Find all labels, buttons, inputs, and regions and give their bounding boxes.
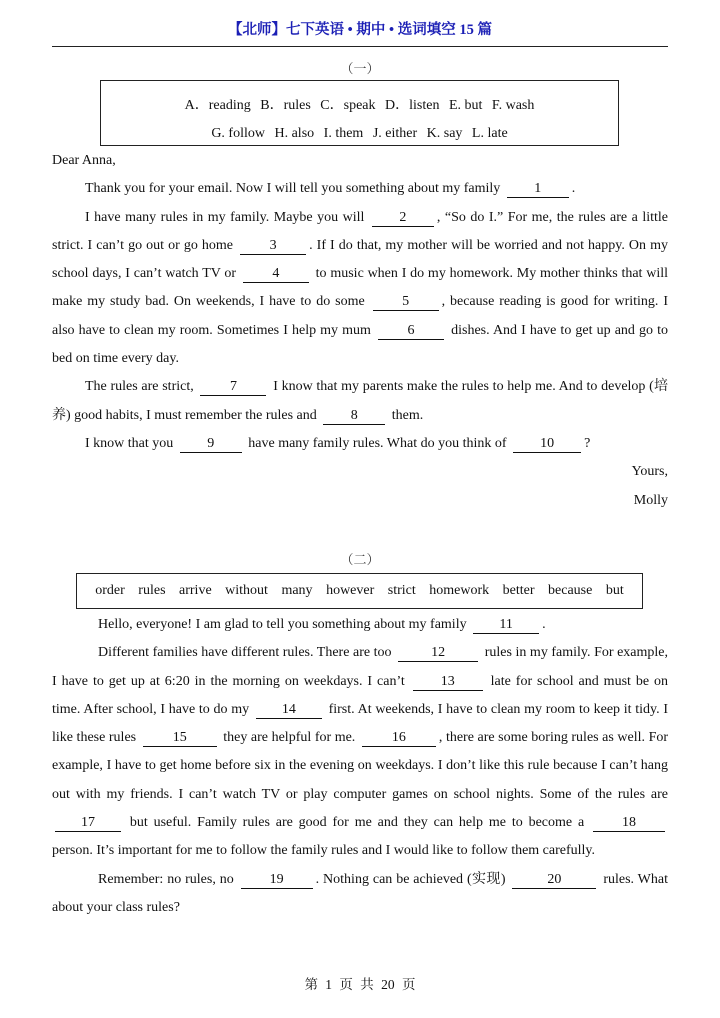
blank-9[interactable]: 9 (180, 436, 242, 453)
blank-17[interactable]: 17 (55, 815, 121, 832)
blank-11[interactable]: 11 (473, 617, 539, 634)
passage-1 (52, 147, 668, 515)
option-c: C．speak (320, 98, 376, 113)
passage-2 (52, 611, 668, 922)
word-bank-2 (76, 573, 643, 609)
word-rules: rules (138, 583, 166, 598)
word-order: order (95, 583, 125, 598)
option-d: D．listen (385, 98, 440, 113)
option-b: B．rules (260, 98, 311, 113)
passage-1-paragraph-4: I know that you 9 have many family rules. What do you think of 10 ? (85, 435, 591, 451)
letter-signature: Molly (633, 492, 668, 508)
blank-10[interactable]: 10 (513, 436, 581, 453)
passage-2-paragraph-1: Hello, everyone! I am glad to tell you something about my family 11 . (98, 617, 546, 632)
blank-7[interactable]: 7 (200, 379, 266, 396)
blank-3[interactable]: 3 (240, 238, 306, 255)
word-bank-1-row-1 (101, 92, 618, 120)
option-g: G. follow (211, 126, 265, 141)
passage-2-paragraph-3: Remember: no rules, no 19 . Nothing can be achieved (实现) 20 rules. What about your class rules? (52, 871, 668, 915)
option-j: J. either (372, 126, 418, 141)
passage-2-paragraph-2: Different families have different rules. There are too 12 rules in my family. For example, I have to get up at 6:20 in the morning on weekdays. I can’t 13 late for school and must be on time. After school, I have to do my 14 first. At weekends, I have to clean my room to keep it tidy. I like these rules 15 they are helpful for me. 16 , there are some boring rules as well. For example, I have to get home before six in the evening on weekdays. I don’t like this rule because I can’t hang out with my friends. I can’t watch TV or play computer games on school nights. Some of the rules are 17 but useful. Family rules are good for me and they can help me to become a 18 person. It’s important for me to follow the family rules and I would like to follow them carefully. (52, 645, 669, 859)
word-bank-2-row (77, 574, 642, 608)
word-better: better (502, 583, 535, 598)
blank-12[interactable]: 12 (398, 645, 478, 662)
blank-15[interactable]: 15 (143, 730, 217, 747)
blank-16[interactable]: 16 (362, 730, 436, 747)
blank-5[interactable]: 5 (373, 294, 439, 311)
word-however: however (326, 583, 375, 598)
blank-1[interactable]: 1 (507, 181, 569, 198)
letter-greeting: Dear Anna, (52, 153, 116, 168)
word-homework: homework (429, 583, 490, 598)
option-l: L. late (471, 126, 508, 141)
letter-closing: Yours, (631, 464, 668, 480)
blank-18[interactable]: 18 (593, 815, 665, 832)
option-h: H. also (274, 126, 315, 141)
passage-1-paragraph-1: Thank you for your email. Now I will tell you something about my family 1 . (85, 181, 576, 197)
word-many: many (281, 583, 313, 598)
blank-2[interactable]: 2 (372, 210, 434, 227)
blank-20[interactable]: 20 (512, 872, 596, 889)
option-i: I. them (323, 126, 364, 141)
blank-13[interactable]: 13 (413, 674, 483, 691)
word-bank-1 (100, 80, 619, 146)
option-e: E. but (448, 98, 483, 113)
word-strict: strict (387, 583, 416, 598)
section-1-title: （一） (340, 61, 380, 76)
section-2-title: （二） (340, 552, 380, 567)
page-footer: 第 1 页 共 20 页 (304, 977, 416, 992)
option-f: F. wash (491, 98, 535, 113)
passage-1-paragraph-2: I have many rules in my family. Maybe you will 2 , “So do I.” For me, the rules are a little strict. I can’t go out or go home 3 . If I do that, my mother will be worried and not happy. On my school days, I can’t watch TV or 4 to music when I do my homework. My mother thinks that will make my study bad. On weekends, I have to do some 5 , because reading is good for writing. I also have to clean my room. Sometimes I help my mum 6 dishes. And I have to get up and go to bed on time every day. (52, 209, 669, 367)
blank-6[interactable]: 6 (378, 323, 444, 340)
header-divider (52, 46, 668, 47)
blank-8[interactable]: 8 (323, 408, 385, 425)
word-bank-1-row-2 (101, 120, 618, 148)
blank-19[interactable]: 19 (241, 872, 313, 889)
option-a: A．reading (184, 98, 251, 113)
blank-14[interactable]: 14 (256, 702, 322, 719)
word-but: but (605, 583, 624, 598)
option-k: K. say (426, 126, 463, 141)
passage-1-paragraph-3: The rules are strict, 7 I know that my parents make the rules to help me. And to develop (培养) good habits, I must remember the rules and 8 them. (52, 379, 669, 423)
word-because: because (548, 583, 593, 598)
word-without: without (225, 583, 268, 598)
blank-4[interactable]: 4 (243, 266, 309, 283)
page-header-title: 【北师】七下英语 • 期中 • 选词填空 15 篇 (228, 22, 492, 38)
word-arrive: arrive (179, 583, 212, 598)
